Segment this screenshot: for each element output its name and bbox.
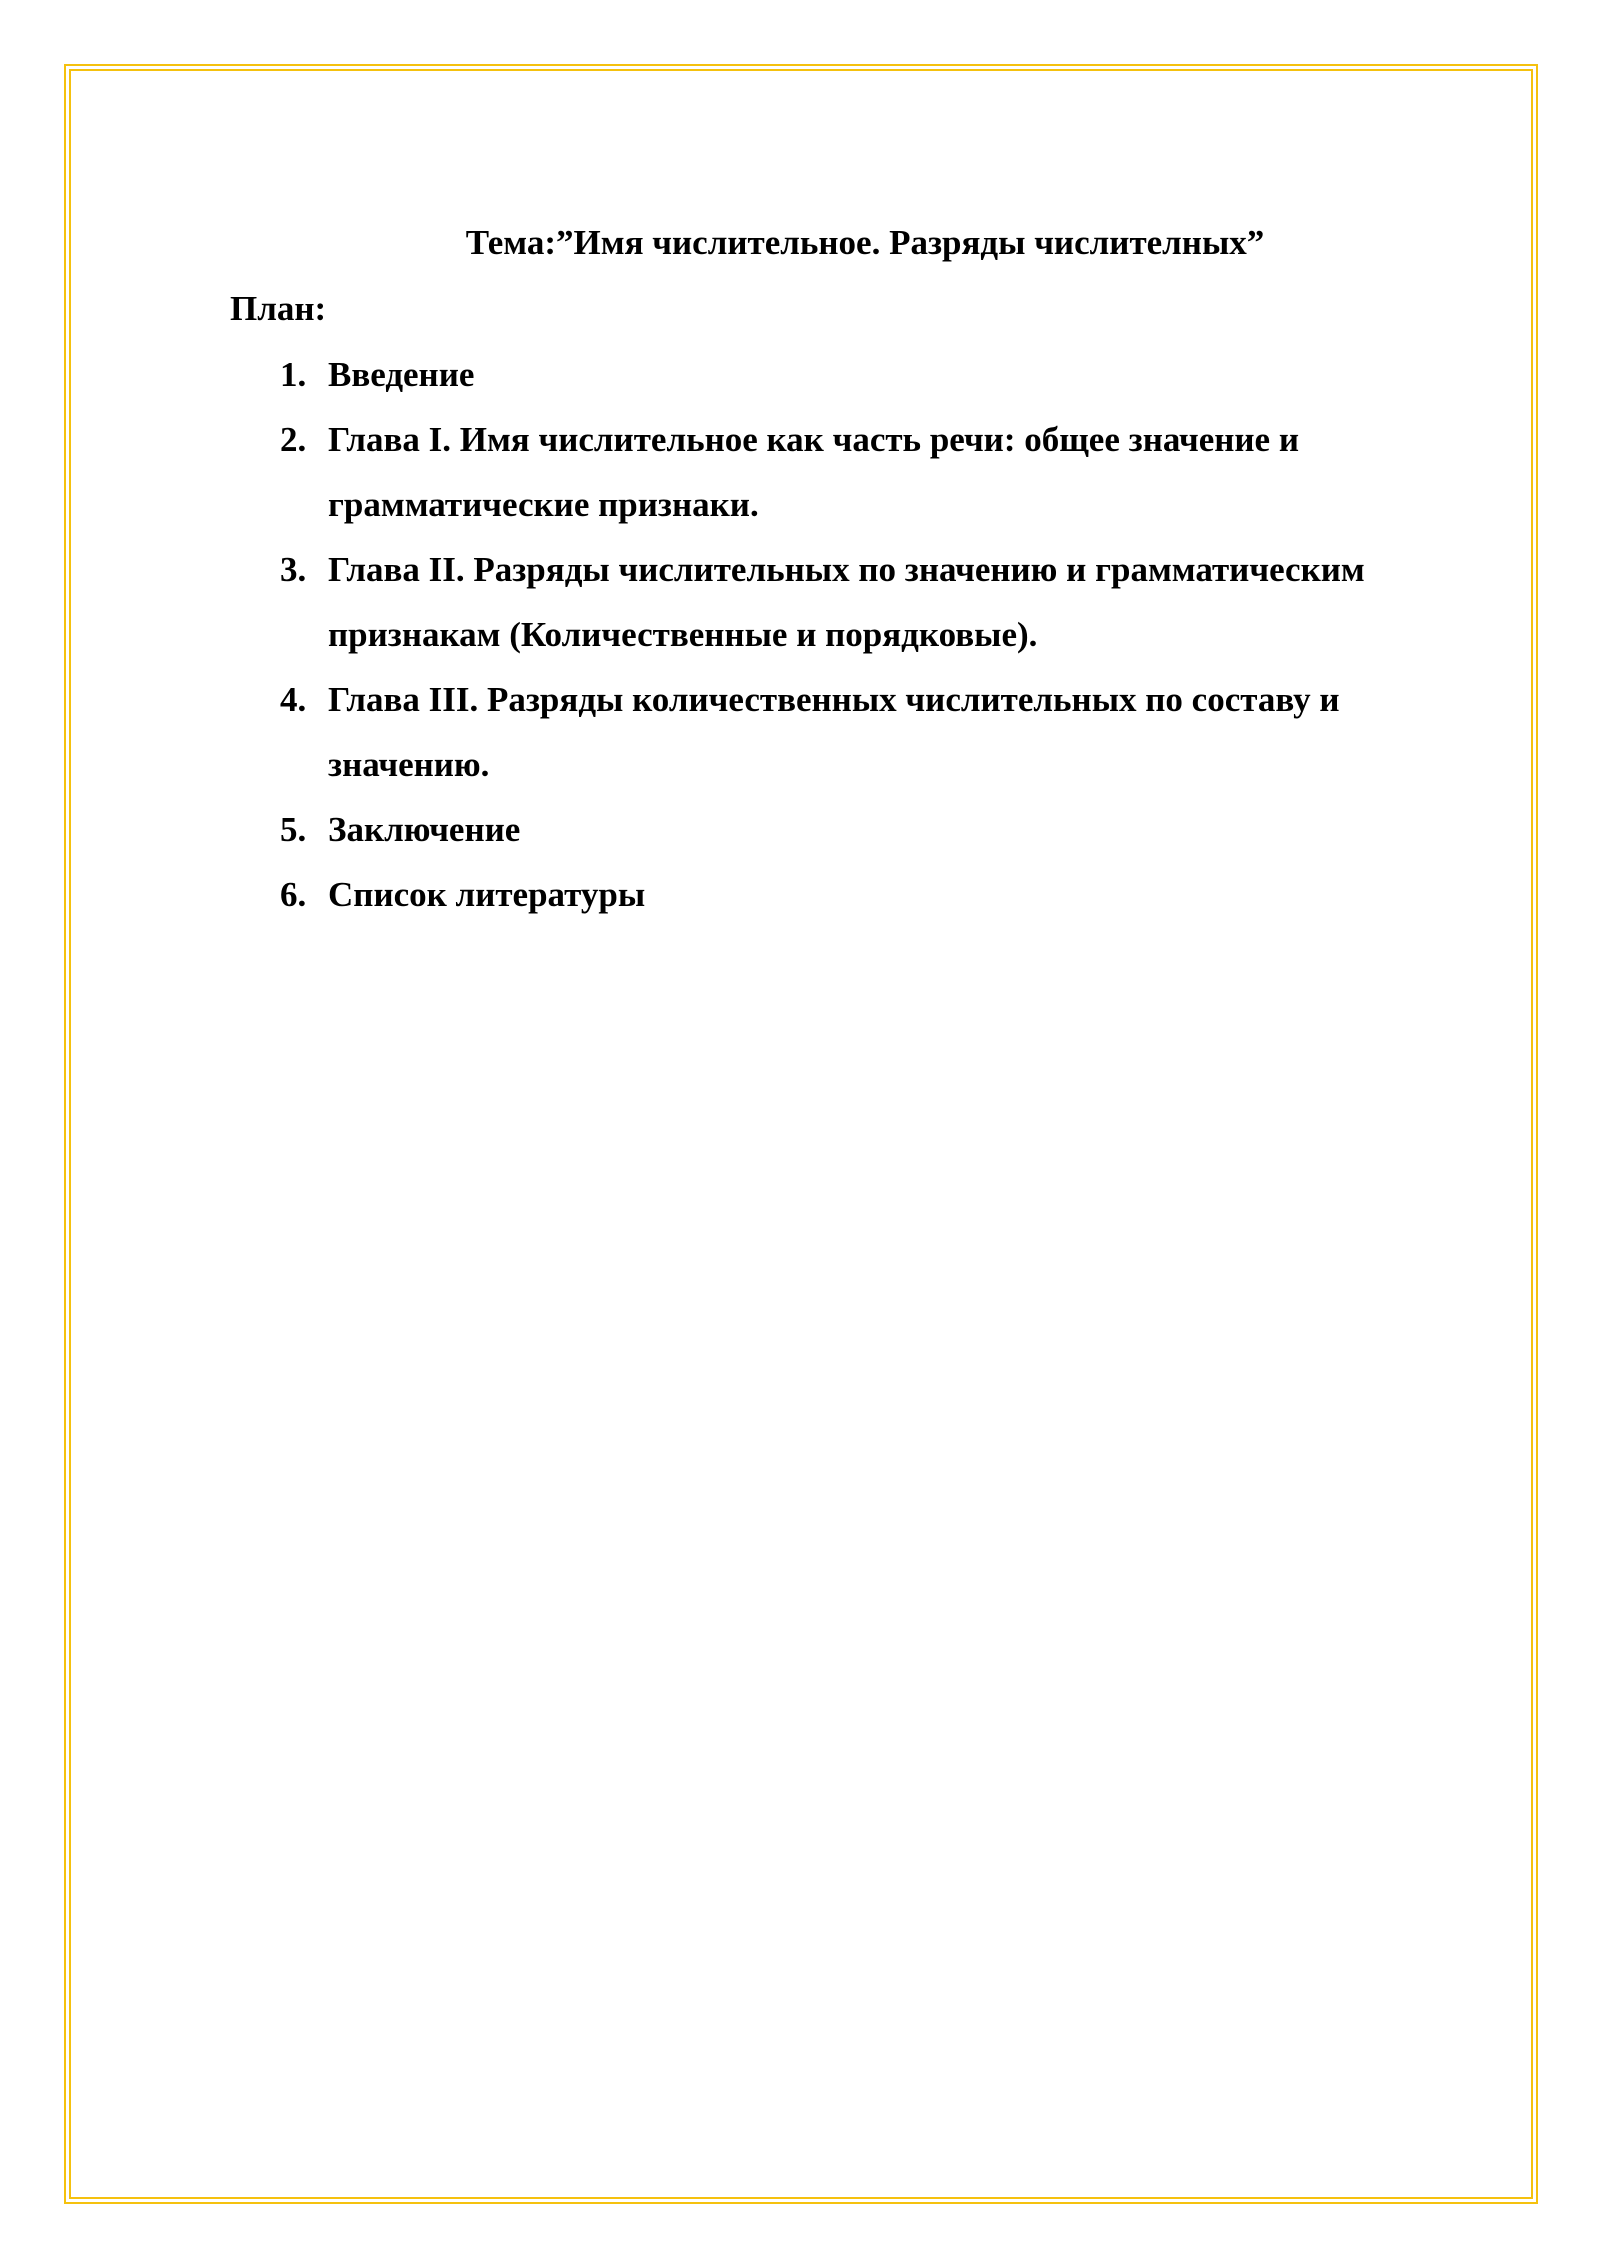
document-content [230,210,1470,927]
plan-item-5 [230,797,1470,862]
plan-list [230,342,1470,927]
plan-item-number [230,407,328,537]
plan-item-number [230,862,328,927]
plan-item-1 [230,342,1470,407]
plan-item-text: Глава III. Разряды количественных числительных по составу и значению. [328,680,1340,784]
plan-item-text: Заключение [328,810,521,849]
plan-item-number [230,537,328,667]
plan-item-text: Глава I. Имя числительное как часть речи: общее значение и грамматические признаки. [328,420,1300,524]
plan-item-text: Введение [328,355,475,394]
plan-item-number-text: 3. [280,550,307,589]
plan-item-3 [230,537,1470,667]
plan-item-number-text: 5. [280,810,307,849]
plan-item-number-text: 6. [280,875,307,914]
plan-item-text: Список литературы [328,875,646,914]
plan-item-text: Глава II. Разряды числительных по значению и грамматическим признакам (Количественные и порядковые). [328,550,1365,654]
document-title: Тема:”Имя числительное. Разряды числителных” [465,223,1265,262]
plan-item-number-text: 1. [280,355,307,394]
plan-item-number [230,342,328,407]
plan-heading: План: [230,289,327,328]
plan-item-number-text: 4. [280,680,307,719]
plan-item-number-text: 2. [280,420,307,459]
plan-item-2 [230,407,1470,537]
plan-item-number [230,667,328,797]
plan-item-6 [230,862,1470,927]
plan-item-4 [230,667,1470,797]
plan-item-number [230,797,328,862]
